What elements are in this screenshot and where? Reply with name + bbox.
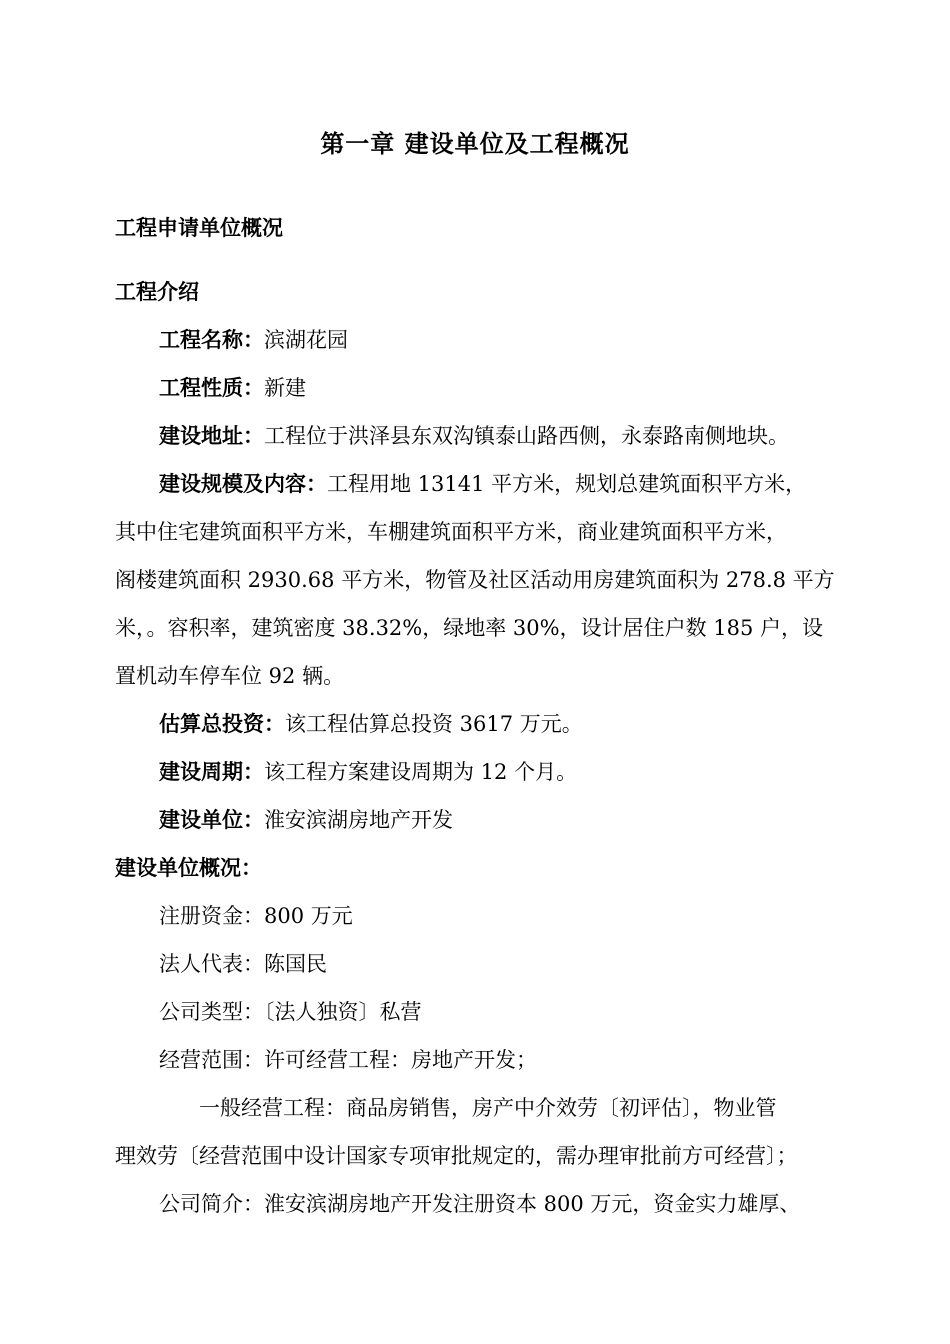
project-nature-label: 工程性质： <box>159 376 264 400</box>
project-name-label: 工程名称： <box>159 328 264 352</box>
project-nature-value: 新建 <box>264 376 306 400</box>
project-unit-value: 淮安滨湖房地产开发 <box>264 808 453 832</box>
project-period-value: 该工程方案建设周期为 12 个月。 <box>264 760 578 784</box>
chapter-title: 第一章 建设单位及工程概况 <box>320 130 630 158</box>
project-investment-line <box>159 708 583 738</box>
project-address-line <box>159 420 789 450</box>
project-scale-line-1 <box>159 468 806 498</box>
project-investment-value: 该工程估算总投资 3617 万元。 <box>285 712 583 736</box>
section-heading-project-intro: 工程介绍 <box>115 280 199 304</box>
project-scale-line-2: 其中住宅建筑面积平方米，车棚建筑面积平方米，商业建筑面积平方米， <box>115 520 787 544</box>
company-type: 公司类型：〔法人独资〕私营 <box>159 1000 422 1024</box>
project-scale-text-1: 工程用地 13141 平方米，规划总建筑面积平方米， <box>327 472 807 496</box>
project-unit-label: 建设单位： <box>159 808 264 832</box>
section-heading-applicant: 工程申请单位概况 <box>115 216 283 240</box>
project-period-label: 建设周期： <box>159 760 264 784</box>
project-address-label: 建设地址： <box>159 424 264 448</box>
project-name-value: 滨湖花园 <box>264 328 348 352</box>
company-legal-rep: 法人代表：陈国民 <box>159 952 327 976</box>
project-unit-line <box>159 804 453 834</box>
project-scale-line-5: 置机动车停车位 92 辆。 <box>115 664 345 688</box>
section-heading-company: 建设单位概况： <box>115 856 262 880</box>
project-name-line <box>159 324 348 354</box>
project-nature-line <box>159 372 306 402</box>
project-scale-line-3: 阁楼建筑面积 2930.68 平方米，物管及社区活动用房建筑面积为 278.8 平方 <box>115 568 835 592</box>
project-period-line <box>159 756 577 786</box>
project-investment-label: 估算总投资： <box>159 712 285 736</box>
company-general-scope-1: 一般经营工程：商品房销售，房产中介效劳〔初评估〕，物业管 <box>199 1096 777 1120</box>
company-intro: 公司简介：淮安滨湖房地产开发注册资本 800 万元，资金实力雄厚、 <box>159 1192 801 1216</box>
project-scale-label: 建设规模及内容： <box>159 472 327 496</box>
company-general-scope-2: 理效劳〔经营范围中设计国家专项审批规定的，需办理审批前方可经营〕； <box>115 1144 798 1168</box>
project-address-value: 工程位于洪泽县东双沟镇泰山路西侧，永泰路南侧地块。 <box>264 424 789 448</box>
company-scope: 经营范围：许可经营工程：房地产开发； <box>159 1048 537 1072</box>
project-scale-line-4: 米，。容积率，建筑密度 38.32%，绿地率 30%，设计居住户数 185 户，设 <box>115 616 824 640</box>
company-capital: 注册资金：800 万元 <box>159 904 353 928</box>
